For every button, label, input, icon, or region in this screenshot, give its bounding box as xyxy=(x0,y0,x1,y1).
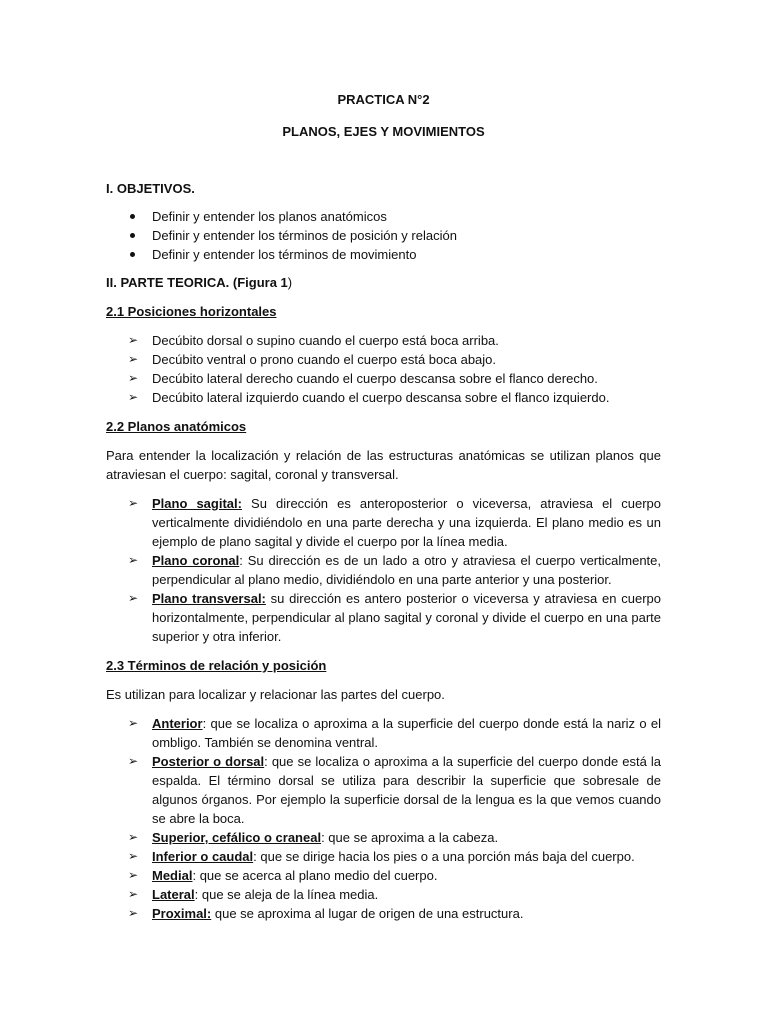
list-item: Definir y entender los términos de posición y relación xyxy=(106,226,661,245)
list-item xyxy=(106,714,661,752)
item-term: Medial xyxy=(152,868,193,883)
section-2-3-intro: Es utilizan para localizar y relacionar las partes del cuerpo. xyxy=(106,687,445,702)
section-2-2-intro: Para entender la localización y relación de las estructuras anatómicas se utilizan planos que atraviesan el cuerpo: sagital, coronal y transversal. xyxy=(106,448,661,482)
list-item: Definir y entender los términos de movimiento xyxy=(106,245,661,264)
item-term: Superior, cefálico o craneal xyxy=(152,830,322,845)
item-term: Inferior o caudal xyxy=(152,849,254,864)
item-term: Lateral xyxy=(152,887,195,902)
item-text: : que se localiza o aproxima a la superficie del cuerpo donde está la nariz o el ombligo. También se denomina ventral. xyxy=(152,716,661,750)
list-item xyxy=(106,885,661,904)
list-item xyxy=(106,866,661,885)
document-title: PRACTICA N°2 xyxy=(337,92,430,107)
parte-teorica-heading-text: II. PARTE TEORICA. (Figura 1 xyxy=(106,275,288,290)
posiciones-list xyxy=(106,331,661,407)
objetivos-heading: I. OBJETIVOS. xyxy=(106,181,195,196)
list-item: Definir y entender los planos anatómicos xyxy=(106,207,661,226)
list-item: ➢ Decúbito lateral derecho cuando el cuerpo descansa sobre el flanco derecho. xyxy=(106,369,661,388)
list-item xyxy=(106,828,661,847)
objetivos-list xyxy=(106,207,661,264)
item-term: Posterior o dorsal xyxy=(152,754,265,769)
parte-teorica-heading-close: ) xyxy=(287,275,293,290)
list-item xyxy=(106,551,661,589)
item-text: su dirección es antero posterior o viceversa y atraviesa en cuerpo horizontalmente, perpendicular al plano sagital y coronal y divide el cuerpo en una parte superior y otra inferior. xyxy=(152,591,662,644)
list-item: ➢ Decúbito lateral izquierdo cuando el cuerpo descansa sobre el flanco izquierdo. xyxy=(106,388,661,407)
item-text: : que se localiza o aproxima a la superficie del cuerpo donde está la espalda. El término dorsal se utiliza para describir la superficie que sobresale de algunos órganos. Por ejemplo la superficie dorsal de la lengua es la que vemos cuando se abre la boca. xyxy=(152,754,661,826)
section-2-1-heading: 2.1 Posiciones horizontales xyxy=(106,304,277,319)
item-text: : Su dirección es de un lado a otro y atraviesa el cuerpo verticalmente, perpendicular al plano medio, dividiéndolo en una parte anterior y una posterior. xyxy=(152,553,662,587)
item-text: : que se acerca al plano medio del cuerpo. xyxy=(192,868,438,883)
section-2-2-heading: 2.2 Planos anatómicos xyxy=(106,419,247,434)
item-term: Plano coronal xyxy=(152,553,240,568)
item-text: : que se aleja de la línea media. xyxy=(194,887,379,902)
document-body xyxy=(106,90,661,923)
item-term: Proximal: xyxy=(152,906,212,921)
item-term: Anterior xyxy=(152,716,203,731)
list-item xyxy=(106,494,661,551)
list-item: ➢ Decúbito dorsal o supino cuando el cuerpo está boca arriba. xyxy=(106,331,661,350)
list-item xyxy=(106,904,661,923)
list-item: ➢ Decúbito ventral o prono cuando el cuerpo está boca abajo. xyxy=(106,350,661,369)
planos-list xyxy=(106,494,661,646)
list-item xyxy=(106,752,661,828)
list-item xyxy=(106,847,661,866)
item-text: : que se dirige hacia los pies o a una porción más baja del cuerpo. xyxy=(253,849,635,864)
item-text: Su dirección es anteroposterior o viceversa, atraviesa el cuerpo verticalmente dividiéndolo en una parte derecha y una izquierda. El plano medio es un ejemplo de plano sagital y divide el cuerpo por la línea media. xyxy=(152,496,662,549)
item-text: : que se aproxima a la cabeza. xyxy=(321,830,499,845)
item-term: Plano transversal: xyxy=(152,591,266,606)
terminos-list xyxy=(106,714,661,923)
list-item xyxy=(106,589,661,646)
parte-teorica-heading xyxy=(106,273,661,292)
section-2-3-heading: 2.3 Términos de relación y posición xyxy=(106,658,327,673)
item-term: Plano sagital: xyxy=(152,496,242,511)
item-text: que se aproxima al lugar de origen de una estructura. xyxy=(211,906,524,921)
document-subtitle: PLANOS, EJES Y MOVIMIENTOS xyxy=(282,124,485,139)
